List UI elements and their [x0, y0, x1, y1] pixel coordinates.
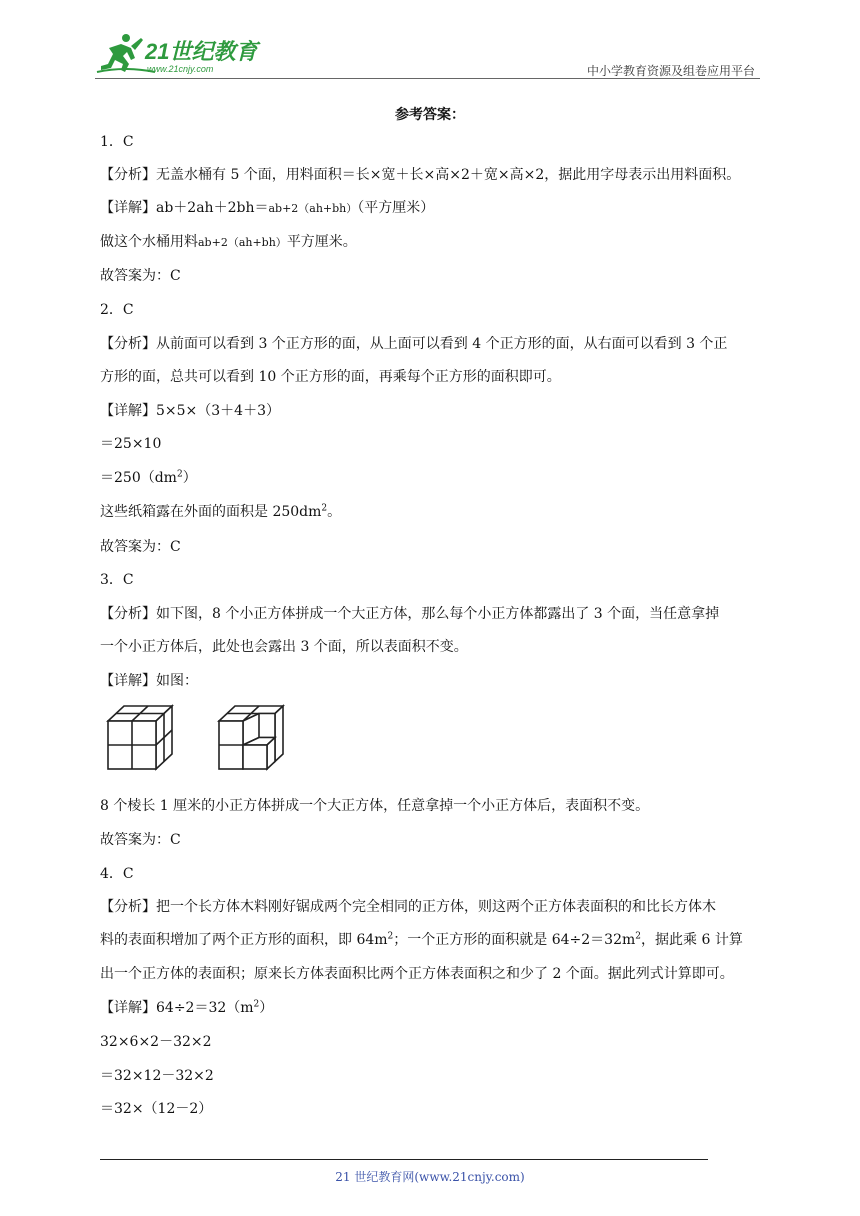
q1-detail-unit: （平方厘米） — [357, 200, 435, 216]
header-divider — [95, 78, 760, 79]
platform-name: 中小学教育资源及组卷应用平台 — [586, 64, 755, 78]
q2-answer-key: 2．C — [100, 302, 134, 318]
q4-answer-key: 4．C — [100, 866, 134, 882]
q2-step2-text: ＝250（dm — [100, 470, 177, 486]
logo-text: 21世纪教育 — [145, 39, 258, 64]
q4-step2: ＝32×12－32×2 — [100, 1068, 214, 1084]
q1-conclusion-text: 做这个水桶用料 — [100, 234, 198, 250]
q2-conclusion-exponent: 2 — [321, 503, 328, 514]
q4-step3: ＝32×（12－2） — [100, 1101, 213, 1117]
q2-conclusion-text: 这些纸箱露在外面的面积是 250dm — [100, 504, 322, 520]
q4-detail-exponent: 2 — [253, 999, 260, 1010]
q2-final-answer: 故答案为：C — [100, 539, 181, 555]
q2-step1: ＝25×10 — [100, 436, 162, 452]
q3-analysis-line1: 【分析】如下图，8 个小正方体拼成一个大正方体，那么每个小正方体都露出了 3 个面，当任意拿掉 — [100, 606, 720, 622]
cube-with-corner-removed-figure — [217, 703, 285, 773]
page-title: 参考答案： — [395, 107, 465, 123]
q1-conclusion-formula: ab+2（ah+bh） — [198, 236, 287, 249]
logo — [95, 32, 265, 78]
q2-analysis-line2: 方形的面，总共可以看到 10 个正方形的面，再乘每个正方形的面积即可。 — [100, 369, 561, 385]
q4-detail-text: 【详解】64÷2＝32（m — [100, 1000, 254, 1016]
q2-detail: 【详解】5×5×（3＋4＋3） — [100, 403, 280, 419]
q4-detail — [100, 997, 273, 1017]
q1-detail-formula: ab+2（ah+bh） — [268, 202, 358, 215]
q4-analysis-line2-part3: ，据此乘 6 计算 — [641, 932, 743, 948]
q2-conclusion — [100, 501, 341, 521]
q4-analysis-line2-part2: ；一个正方形的面积就是 64÷2＝32m — [393, 932, 636, 948]
q3-answer-key: 3．C — [100, 572, 134, 588]
q1-conclusion — [100, 231, 357, 251]
q2-analysis-line1: 【分析】从前面可以看到 3 个正方形的面，从上面可以看到 4 个正方形的面，从右面可以看到 3 个正 — [100, 336, 728, 352]
q3-analysis-line2: 一个小正方体后，此处也会露出 3 个面，所以表面积不变。 — [100, 639, 468, 655]
q1-conclusion-unit: 平方厘米。 — [286, 234, 357, 250]
q3-detail: 【详解】如图： — [100, 673, 198, 689]
q2-step2-close: ） — [182, 470, 197, 486]
q1-detail-text: 【详解】ab＋2ah＋2bh＝ — [100, 200, 269, 216]
q1-analysis: 【分析】无盖水桶有 5 个面，用料面积＝长×宽＋长×高×2＋宽×高×2，据此用字母表示出用料面积。 — [100, 167, 741, 183]
q4-step1: 32×6×2－32×2 — [100, 1034, 212, 1050]
logo-url: www.21cnjy.com — [147, 64, 214, 74]
q3-conclusion: 8 个棱长 1 厘米的小正方体拼成一个大正方体，任意拿掉一个小正方体后，表面积不变。 — [100, 798, 650, 814]
q4-analysis-line1: 【分析】把一个长方体木料刚好锯成两个完全相同的正方体，则这两个正方体表面积的和比长方体木 — [100, 899, 716, 915]
q4-analysis-line2-part1: 料的表面积增加了两个正方形的面积，即 64m — [100, 932, 388, 948]
footer-divider — [100, 1159, 708, 1160]
q4-exponent-1: 2 — [387, 931, 394, 942]
q4-exponent-2: 2 — [635, 931, 642, 942]
q3-final-answer: 故答案为：C — [100, 832, 181, 848]
q2-conclusion-end: 。 — [327, 504, 342, 520]
q4-analysis-line3: 出一个正方体的表面积；原来长方体表面积比两个正方体表面积之和少了 2 个面。据此列式计算即可。 — [100, 966, 734, 982]
q1-answer-key: 1．C — [100, 134, 134, 150]
footer-link[interactable]: 21 世纪教育网(www.21cnjy.com) — [335, 1170, 525, 1184]
q4-analysis-line2 — [100, 929, 743, 949]
full-cube-figure — [106, 703, 174, 773]
page-header — [95, 32, 755, 78]
q2-step2 — [100, 467, 197, 487]
q4-detail-close: ） — [259, 1000, 274, 1016]
q1-detail — [100, 197, 434, 217]
q2-step2-exponent: 2 — [176, 469, 183, 480]
q1-final-answer: 故答案为：C — [100, 268, 181, 284]
